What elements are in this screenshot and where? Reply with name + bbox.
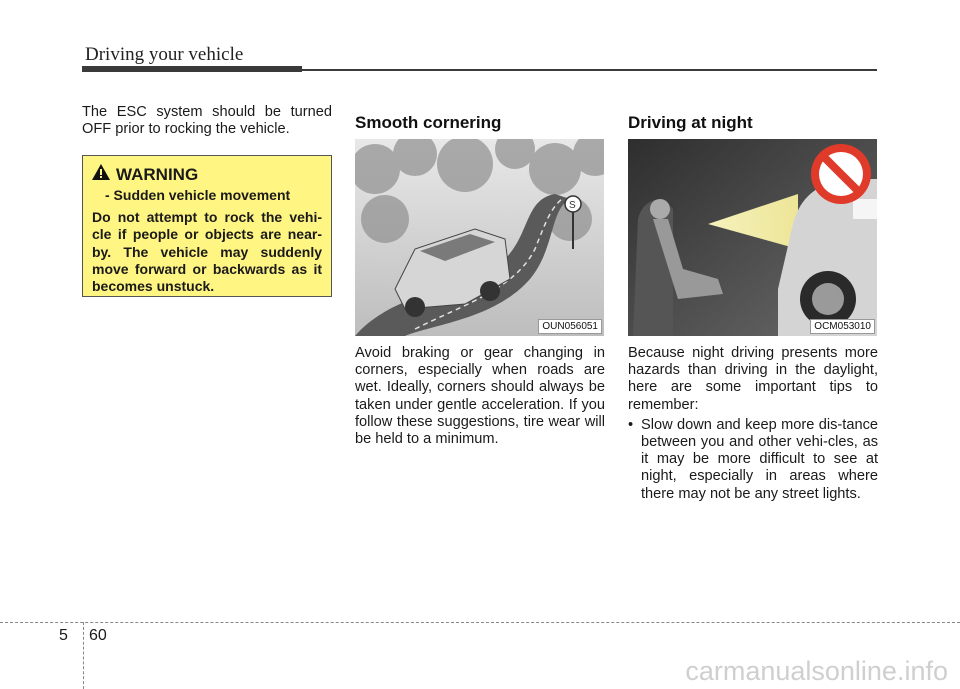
cornering-illustration xyxy=(355,139,604,336)
night-body xyxy=(628,345,878,503)
warning-body: Do not attempt to rock the vehi-cle if people or objects are near-by. The vehicle may suddenly move forward or backwards as it becomes unstuck. xyxy=(92,209,322,295)
watermark: carmanualsonline.info xyxy=(685,656,948,686)
warning-subtitle: - Sudden vehicle movement xyxy=(105,187,291,203)
no-symbol-icon xyxy=(811,144,871,204)
image-code-cornering: OUN056051 xyxy=(538,319,602,334)
header-rule xyxy=(302,69,877,71)
page-header-title: Driving your vehicle xyxy=(85,44,244,65)
intro-text: The ESC system should be turned OFF prior to rocking the vehicle. xyxy=(82,104,332,138)
footer-rule xyxy=(0,622,960,623)
cornering-heading: Smooth cornering xyxy=(355,113,502,132)
column-right xyxy=(628,104,878,143)
night-text: Because night driving presents more hazards than driving in the daylight, here are some important tips to remember: xyxy=(628,345,878,413)
cornering-body xyxy=(355,345,605,448)
cornering-text: Avoid braking or gear changing in corners, especially when roads are wet. Ideally, corners should always be taken under gentle acceleration. If you follow these suggestions, tire wear will be held to a minimum. xyxy=(355,345,605,448)
column-middle xyxy=(355,104,605,143)
footer-vertical-rule xyxy=(83,622,84,689)
bullet-dot-icon: • xyxy=(628,416,634,433)
header-bar xyxy=(82,66,302,72)
column-left xyxy=(82,104,332,138)
warning-triangle-icon xyxy=(92,164,110,185)
night-bullet-text: Slow down and keep more dis-tance between you and other vehi-cles, as it may be more difficult to see at night, especially in areas where there may not be any street lights. xyxy=(641,416,878,502)
chapter-number: 5 xyxy=(59,627,68,644)
warning-title: WARNING xyxy=(116,164,199,184)
image-code-night: OCM053010 xyxy=(810,319,875,334)
svg-text:S: S xyxy=(569,200,576,211)
night-heading: Driving at night xyxy=(628,113,753,132)
warning-header xyxy=(92,164,322,185)
night-bullet xyxy=(628,417,878,503)
warning-box xyxy=(82,155,332,297)
night-illustration xyxy=(628,139,877,336)
page-number: 60 xyxy=(89,627,107,644)
